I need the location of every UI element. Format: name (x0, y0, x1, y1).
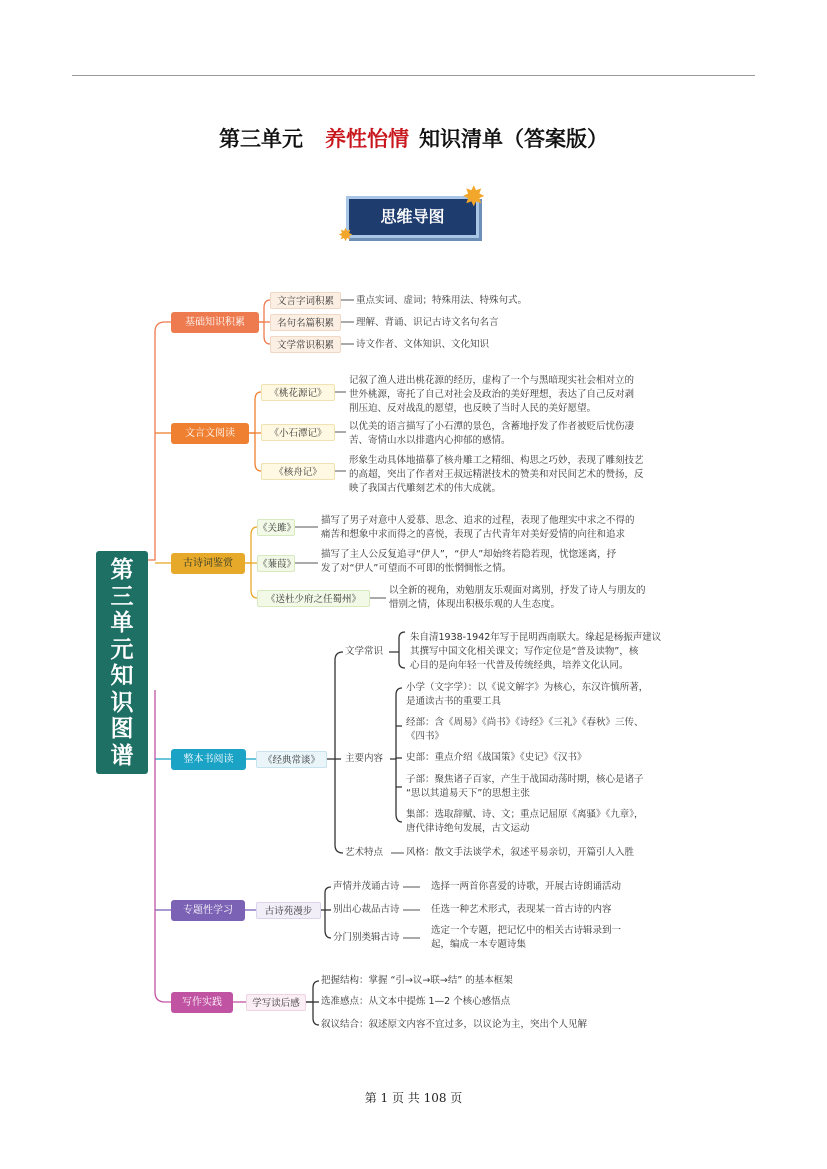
desc-line: 苦、寄情山水以排遣内心抑郁的感情。 (349, 434, 511, 446)
node-desc: 叙议结合：叙述原文内容不宜过多，以议论为主，突出个人见解 (321, 1019, 588, 1030)
node-desc (406, 751, 587, 765)
sub-node: 《桃花源记》 (261, 384, 335, 401)
desc-line: 以全新的视角，劝勉朋友乐观面对离别，抒发了诗人与朋友的 (389, 585, 646, 596)
node-desc (349, 420, 634, 448)
desc-line: 心目的是向年轻一代普及传统经典，培养文化认同。 (410, 659, 629, 671)
star-icon: ✸ (462, 180, 486, 213)
desc-line: 描写了男子对意中人爱慕、思念、追求的过程，表现了他理实中求之不得的 (321, 515, 635, 526)
sub-node: 《核舟记》 (261, 463, 335, 480)
desc-line: 映了我国古代雕刻艺术的伟大成就。 (349, 482, 502, 494)
desc-line: 《四书》 (406, 730, 445, 742)
desc-line: “思以其道易天下”的思想主张 (406, 787, 530, 799)
node-desc (406, 681, 648, 709)
node-desc (410, 631, 661, 672)
root-char: 第 (110, 556, 134, 583)
desc-line: 起，编成一本专题诗集 (431, 938, 527, 950)
node-desc: 诗文作者、文体知识、文化知识 (356, 339, 490, 350)
desc-line: 子部：聚焦诸子百家，产生于战国动荡时期，核心是诸子 (406, 774, 644, 785)
title-prefix: 第三单元 (219, 127, 303, 151)
desc-line: 其撰写中国文化相关课文；写作定位是“普及读物”，核 (410, 645, 639, 657)
desc-line: 是通读古书的重要工具 (406, 695, 502, 707)
desc-line: 形象生动具体地描摹了核舟雕工之精细、构思之巧妙，表现了雕刻技艺 (349, 455, 644, 466)
node-desc (406, 773, 644, 801)
sub-node: 文言字词积累 (270, 292, 341, 309)
root-char: 元 (110, 635, 134, 663)
node-label: 主要内容 (345, 753, 384, 764)
node-desc: 把握结构：掌握 “引→议→联→结” 的基本框架 (321, 975, 513, 986)
node-desc: 选准感点：从文本中提炼 1—2 个核心感悟点 (321, 996, 511, 1007)
page-footer: 第 1 页 共 108 页 (364, 1091, 463, 1105)
node-desc (349, 454, 644, 495)
desc-line: 以优美的语言描写了小石潭的景色，含蓄地抒发了作者被贬后忧伤凄 (349, 421, 635, 432)
sub-node: 文学常识积累 (270, 336, 341, 353)
root-char: 三 (110, 582, 134, 610)
branch-whole-book-reading: 整本书阅读 (171, 749, 246, 770)
node-desc (389, 584, 646, 612)
node-desc (321, 514, 635, 542)
desc-line: 惜别之情，体现出积极乐观的人生态度。 (389, 598, 561, 610)
branch-classical-prose: 文言文阅读 (171, 423, 249, 444)
node-desc (406, 808, 644, 836)
root-char: 识 (110, 688, 134, 716)
node-desc: 选择一两首你喜爱的诗歌，开展古诗朗诵活动 (431, 881, 622, 892)
node-desc (349, 374, 634, 415)
sub-node: 古诗苑漫步 (256, 902, 321, 919)
title-suffix: 知识清单（答案版） (419, 127, 608, 151)
desc-line: 世外桃源，寄托了自己对社会及政治的美好理想，表达了自己反对剥 (349, 388, 635, 400)
node-desc (431, 924, 621, 952)
sub-node: 《小石潭记》 (261, 424, 335, 441)
node-label: 分门别类辑古诗 (333, 932, 400, 943)
desc-line: 经部：含《周易》《尚书》《诗经》《三礼》《春秋》三传、 (406, 717, 644, 728)
node-label: 文学常识 (345, 646, 384, 657)
desc-line: 唐代律诗绝句发展，古文运动 (406, 822, 530, 834)
branch-topic-study: 专题性学习 (171, 900, 245, 921)
desc-line: 痛苦和想象中求而得之的喜悦，表现了古代青年对美好爱情的向往和追求 (321, 528, 626, 540)
root-node (96, 551, 148, 774)
desc-line: 小学（文字学）：以《说文解字》为核心，东汉许慎所著， (406, 682, 649, 693)
sub-node: 学写读后感 (246, 994, 306, 1011)
node-desc: 理解、背诵、识记古诗文名句名言 (356, 317, 499, 328)
desc-line: 史部：重点介绍《战国策》《史记》《汉书》 (406, 752, 587, 763)
desc-line: 记叙了渔人进出桃花源的经历，虚构了一个与黑暗现实社会相对立的 (349, 375, 635, 386)
node-desc (321, 548, 616, 576)
title-highlight: 养性怡情 (325, 127, 409, 151)
desc-line: 的高超，突出了作者对王叔远精湛技术的赞美和对民间艺术的赞扬，反 (349, 468, 644, 480)
node-desc: 风格：散文手法谈学术，叙述平易亲切，开篇引人入胜 (406, 847, 635, 858)
sub-node: 名句名篇积累 (270, 314, 341, 331)
desc-line: 描写了主人公反复追寻“伊人”，“伊人”却始终若隐若现，忧惚迷离，抒 (321, 549, 617, 560)
sub-node: 《送杜少府之任蜀州》 (257, 590, 370, 607)
root-char: 图 (110, 715, 134, 742)
sub-node: 《蒹葭》 (257, 555, 295, 572)
node-desc: 重点实词、虚词；特殊用法、特殊句式。 (356, 295, 528, 306)
sub-node: 《经典常谈》 (256, 751, 327, 768)
root-char: 知 (110, 662, 134, 689)
branch-poetry-appreciation: 古诗词鉴赏 (171, 553, 245, 574)
node-label: 声情并茂诵古诗 (333, 881, 400, 892)
node-label: 艺术特点 (345, 847, 384, 858)
desc-line: 朱自清1938-1942年写于昆明西南联大。缘起是杨振声建议 (410, 632, 662, 643)
branch-writing-practice: 写作实践 (171, 992, 233, 1013)
desc-line: 选定一个专题，把记忆中的相关古诗辑录到一 (431, 925, 622, 936)
star-icon: ✸ (338, 225, 354, 246)
node-desc: 任选一种艺术形式，表现某一首古诗的内容 (431, 904, 612, 915)
root-char: 单 (110, 609, 134, 636)
sub-node: 《关雎》 (257, 519, 295, 536)
branch-basic-knowledge: 基础知识积累 (171, 312, 259, 333)
desc-line: 集部：选取辞赋、诗、文；重点记屈原《离骚》《九章》， (406, 809, 644, 820)
desc-line: 发了对“伊人”可望而不可即的怅惘惆怅之情。 (321, 562, 512, 574)
node-desc (406, 716, 644, 744)
root-char: 谱 (110, 741, 134, 769)
mind-map-badge: 思维导图 (346, 196, 479, 238)
node-label: 别出心裁品古诗 (333, 904, 400, 915)
desc-line: 削压迫、反对战乱的愿望，也反映了当时人民的美好愿望。 (349, 402, 597, 414)
